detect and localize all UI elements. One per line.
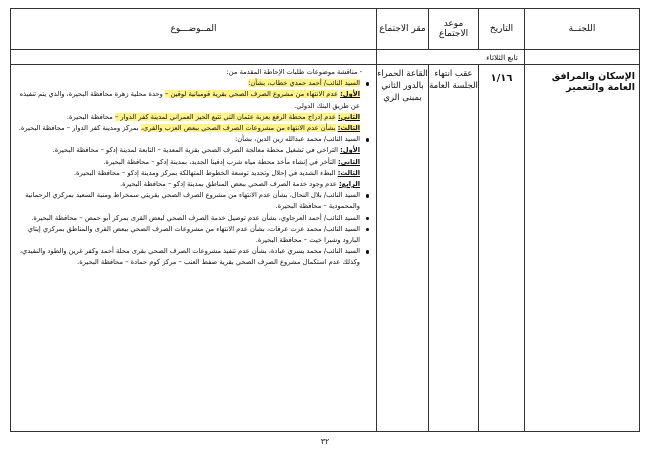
committee-name: الإسكان والمرافق العامة والتعمير xyxy=(551,71,635,93)
item-text: بشأن عدم الانتهاء من مشروعات الصرف الصحي ببعض العزب والقرى، xyxy=(140,124,336,133)
item-text: البطء الشديد في إحلال وتجديد توسعة الخطوط المتهالكة بمركز ومدينة إدكو – محافظة البحيرة. xyxy=(73,168,336,177)
meeting-row xyxy=(11,65,640,432)
list-item xyxy=(15,190,370,212)
item-text: عدم إدراج محطة الرفع بعزبة عثمان التي تتبع الحيز العمراني لمدينة كفر الدوار – xyxy=(114,112,336,121)
item-label: الثالث: xyxy=(337,124,360,133)
header-place: مقر الاجتماع xyxy=(377,9,429,50)
mp-request: السيد النائب/ محمد عزت عرفات، بشأن عدم الانتهاء من مشروعات الصرف الصحي ببعض القرى والمناطق بمركزي إيتاي البارود وشبرا خيت – محافظة البحيرة. xyxy=(27,224,360,245)
header-committee: اللجنــة xyxy=(525,9,640,50)
header-time: موعد الاجتماع xyxy=(429,9,479,50)
item-text-rest: محافظة البحيرة. xyxy=(66,112,113,121)
page-number: ٣٢ xyxy=(320,437,330,446)
list-item xyxy=(15,246,370,268)
meeting-place: القاعة الحمراء بالدور الثاني بمبنى الري xyxy=(377,69,428,103)
item-label: الثاني: xyxy=(338,157,360,166)
item-text-rest: بمركز ومدينة كفر الدوار – محافظة البحيرة. xyxy=(18,124,139,133)
bullet-icon xyxy=(366,82,370,86)
topic-intro: - مناقشة موضوعات طلبات الإحاطة المقدمة من: xyxy=(15,67,370,78)
item-text: التأخر في إنشاء مأخذ محطة مياه شرب إدفينا الجديد، بمدينة إدكو – محافظة البحيرة. xyxy=(103,157,336,166)
list-item xyxy=(15,78,370,134)
item-label: الثاني: xyxy=(338,112,360,121)
item-text: عدم الانتهاء من مشروع الصرف الصحي بقرية قومبانية لوقين – xyxy=(165,90,338,99)
mp-name: السيد النائب/ محمد عبدالله زين الدين، بشأن: xyxy=(235,135,360,144)
bullet-icon xyxy=(366,228,370,232)
item-text: التراخي في تشغيل محطة معالجة الصرف الصحي بقرية المعدية – التابعة لمدينة إدكو – محافظة البحيرة. xyxy=(52,146,338,155)
item-label: الأول: xyxy=(340,90,360,99)
header-topic: المــوضـــوع xyxy=(11,9,377,50)
header-date: التاريخ xyxy=(479,9,525,50)
continuation-row xyxy=(11,50,640,65)
item-text-rest: وحدة محلية زهرة محافظة البحيرة، والذي يتم تنفيذه عن طريق البنك الدولي. xyxy=(19,90,360,110)
list-item xyxy=(15,224,370,246)
item-label: الأول: xyxy=(340,146,360,155)
list-item xyxy=(15,134,370,190)
mp-name: السيد النائب/ أحمد حمدي خطاب، بشأن: xyxy=(248,79,360,88)
topic-cell xyxy=(11,65,376,269)
bullet-icon xyxy=(366,217,370,221)
item-label: الثالث: xyxy=(337,168,360,177)
mp-request: السيد النائب/ محمد يسري عبادة، بشأن عدم تنفيذ مشروعات الصرف الصحي بقرى محلة أحمد وكفر غرين والطود والنقيدي، وكذلك عدم استكمال مشروع الصرف الصحي بقرية صفط العنب – مركز كوم حمادة – محافظة البحيرة. xyxy=(19,247,360,267)
continuation-label: تابع الثلاثاء xyxy=(377,50,525,65)
meeting-date: ١/١٦ xyxy=(490,73,513,84)
mp-request: السيد النائب/ أحمد العرجاوي، بشأن عدم توصيل خدمة الصرف الصحي لبعض القرى بمركز أبو حمص – محافظة البحيرة. xyxy=(31,213,360,222)
meeting-time: عقب انتهاء الجلسة العامة xyxy=(429,69,478,91)
header-row xyxy=(11,9,640,50)
bullet-icon xyxy=(366,250,370,254)
committee-schedule-table xyxy=(10,8,640,432)
bullet-icon xyxy=(366,194,370,198)
mp-request: السيد النائب/ بلال النحال، بشأن عدم الانتهاء من مشروع الصرف الصحي بقريتي سمخراط ومنية السعيد بمركزي الرحمانية والمحمودية – محافظة البحيرة. xyxy=(25,191,360,211)
item-text: عدم وجود خدمة الصرف الصحي ببعض المناطق بمدينة إدكو – محافظة البحيرة. xyxy=(119,180,337,189)
item-label: الرابع: xyxy=(338,180,360,189)
schedule-sheet xyxy=(10,8,640,430)
bullet-icon xyxy=(366,138,370,142)
list-item xyxy=(15,213,370,224)
